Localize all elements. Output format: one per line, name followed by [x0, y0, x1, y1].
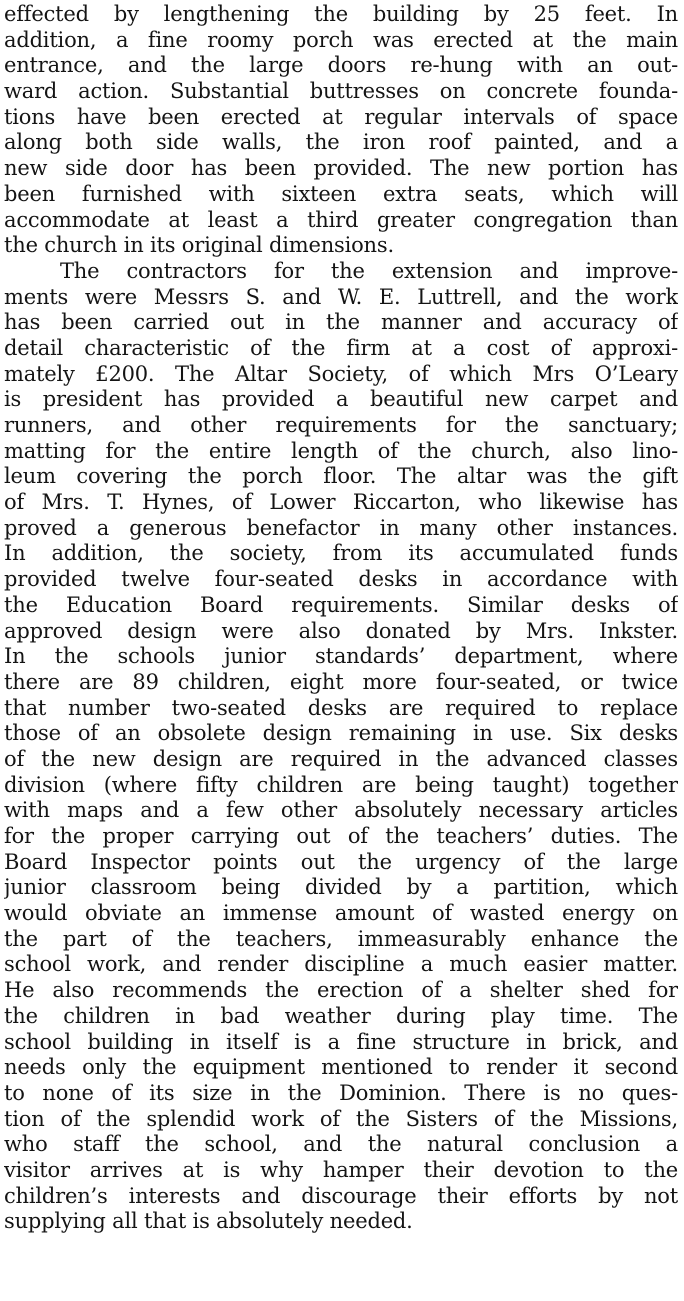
text-line: is president has provided a beautiful new carpet and: [4, 387, 678, 412]
text-line: visitor arrives at is why hamper their devotion to the: [4, 1157, 678, 1182]
text-line: Board Inspector points out the urgency of the large: [4, 849, 678, 874]
article-paragraph: [4, 2, 678, 259]
article-body: [4, 2, 678, 1235]
text-line: school work, and render discipline a much easier matter.: [4, 952, 678, 977]
text-line: of the new design are required in the advanced classes: [4, 746, 678, 771]
text-line: that number two-seated desks are required to replace: [4, 695, 678, 720]
text-line: effected by lengthening the building by 25 feet. In: [4, 2, 678, 26]
text-line: He also recommends the erection of a shelter shed for: [4, 978, 678, 1003]
text-line: who staff the school, and the natural conclusion a: [4, 1132, 678, 1157]
text-line: tions have been erected at regular intervals of space: [4, 104, 678, 129]
text-line: the Education Board requirements. Similar desks of: [4, 592, 678, 617]
text-line: children’s interests and discourage their efforts by not: [4, 1183, 678, 1208]
text-line: those of an obsolete design remaining in use. Six desks: [4, 721, 678, 746]
text-line: ward action. Substantial buttresses on concrete founda-: [4, 79, 678, 104]
text-line: addition, a fine roomy porch was erected at the main: [4, 27, 678, 52]
text-line: approved design were also donated by Mrs. Inkster.: [4, 618, 678, 643]
text-line: supplying all that is absolutely needed.: [4, 1209, 413, 1234]
text-line: with maps and a few other absolutely necessary articles: [4, 798, 678, 823]
text-line: for the proper carrying out of the teachers’ duties. The: [4, 824, 678, 848]
text-line: the children in bad weather during play time. The: [4, 1003, 678, 1028]
text-line: proved a generous benefactor in many other instances.: [4, 515, 678, 540]
text-line: the part of the teachers, immeasurably enhance the: [4, 926, 678, 951]
text-line: the church in its original dimensions.: [4, 233, 394, 258]
text-line: school building in itself is a fine structure in brick, and: [4, 1029, 678, 1054]
text-line: In the schools junior standards’ department, where: [4, 644, 678, 669]
text-line: of Mrs. T. Hynes, of Lower Riccarton, who likewise has: [4, 490, 678, 515]
text-line: The contractors for the extension and improve-: [60, 258, 678, 283]
text-line: detail characteristic of the firm at a cost of approxi-: [4, 335, 678, 360]
text-line: mately £200. The Altar Society, of which Mrs O’Leary: [4, 361, 678, 386]
text-line: runners, and other requirements for the sanctuary;: [4, 413, 678, 437]
text-line: to none of its size in the Dominion. There is no ques-: [4, 1080, 678, 1105]
text-line: leum covering the porch floor. The altar was the gift: [4, 464, 678, 489]
text-line: there are 89 children, eight more four-seated, or twice: [4, 669, 678, 694]
text-line: ments were Messrs S. and W. E. Luttrell, and the work: [4, 284, 678, 309]
text-line: new side door has been provided. The new portion has: [4, 156, 678, 181]
text-line: accommodate at least a third greater congregation than: [4, 207, 678, 232]
text-line: matting for the entire length of the church, also lino-: [4, 438, 678, 463]
text-line: tion of the splendid work of the Sisters of the Missions,: [4, 1106, 678, 1131]
text-line: In addition, the society, from its accumulated funds: [4, 541, 678, 566]
text-line: has been carried out in the manner and accuracy of: [4, 310, 678, 335]
text-line: needs only the equipment mentioned to render it second: [4, 1055, 678, 1080]
text-line: been furnished with sixteen extra seats, which will: [4, 181, 678, 206]
text-line: junior classroom being divided by a partition, which: [4, 875, 678, 900]
text-line: along both side walls, the iron roof painted, and a: [4, 130, 678, 155]
text-line: provided twelve four-seated desks in accordance with: [4, 567, 678, 592]
text-line: entrance, and the large doors re-hung with an out-: [4, 53, 678, 78]
text-line: division (where fifty children are being taught) together: [4, 772, 678, 797]
text-line: would obviate an immense amount of wasted energy on: [4, 901, 678, 926]
article-paragraph: [4, 259, 678, 1235]
